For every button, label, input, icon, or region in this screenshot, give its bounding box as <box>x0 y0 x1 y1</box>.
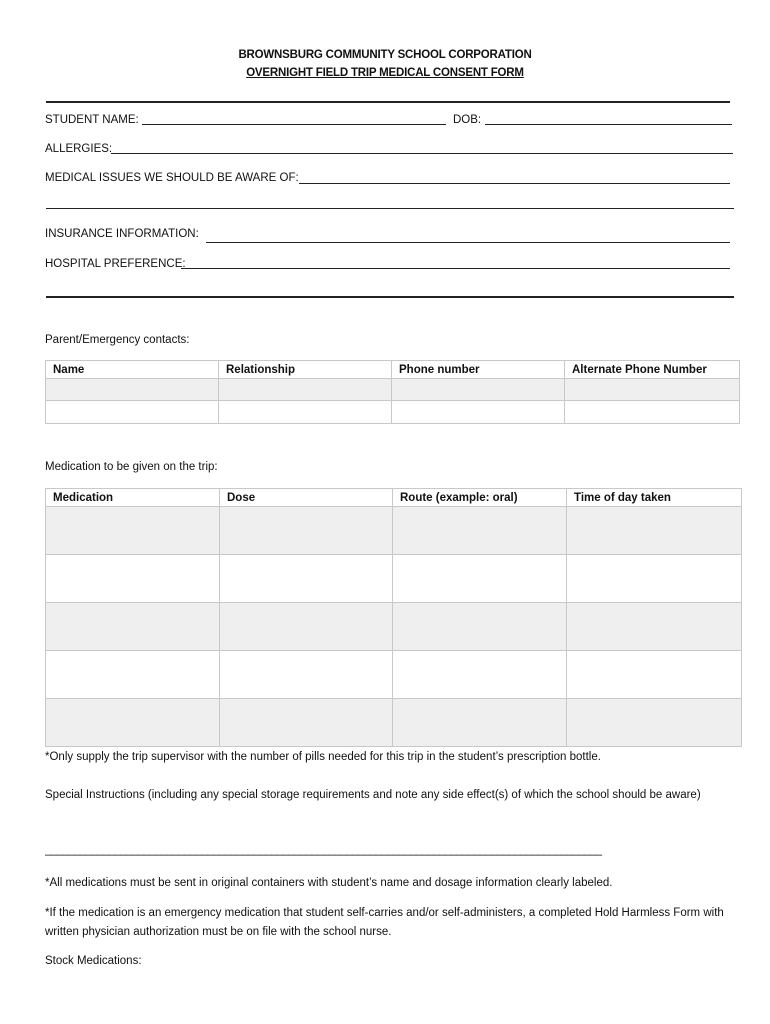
table-row <box>46 555 742 603</box>
table-cell[interactable] <box>46 401 219 424</box>
contacts-header-name: Name <box>46 361 219 379</box>
dob-label: DOB: <box>453 114 482 126</box>
medication-header-dose: Dose <box>220 489 393 507</box>
contacts-label: Parent/Emergency contacts: <box>45 334 190 346</box>
table-cell[interactable] <box>220 651 393 699</box>
contacts-header-relationship: Relationship <box>219 361 392 379</box>
table-cell[interactable] <box>393 651 567 699</box>
table-cell[interactable] <box>46 555 220 603</box>
table-row <box>46 379 740 401</box>
pills-note: *Only supply the trip supervisor with the number of pills needed for this trip in the student’s prescription bottle. <box>45 751 601 763</box>
table-row <box>46 507 742 555</box>
medication-label: Medication to be given on the trip: <box>45 461 218 473</box>
table-cell[interactable] <box>46 651 220 699</box>
table-row <box>46 401 740 424</box>
table-cell[interactable] <box>567 699 742 747</box>
form-title: OVERNIGHT FIELD TRIP MEDICAL CONSENT FORM <box>246 67 524 79</box>
medication-header-route: Route (example: oral) <box>393 489 567 507</box>
hospital-field[interactable] <box>181 268 730 269</box>
table-cell[interactable] <box>46 699 220 747</box>
insurance-label: INSURANCE INFORMATION: <box>45 228 199 240</box>
student-name-label: STUDENT NAME: <box>45 114 139 126</box>
table-cell[interactable] <box>567 651 742 699</box>
table-cell[interactable] <box>219 401 392 424</box>
section-divider <box>46 296 734 298</box>
special-instructions-label: Special Instructions (including any special storage requirements and note any side effect(s) of which the school should be aware) <box>45 789 701 801</box>
contacts-header-phone: Phone number <box>392 361 565 379</box>
table-cell[interactable] <box>219 379 392 401</box>
table-row <box>46 651 742 699</box>
table-cell[interactable] <box>393 699 567 747</box>
table-cell[interactable] <box>565 401 740 424</box>
special-instructions-field[interactable]: ________________________________________________________________________________________________ <box>45 844 602 856</box>
emergency-note: *If the medication is an emergency medication that student self-carries and/or self-administers, a completed Hold Harmless Form with written physician authorization must be on file with the school nurse. <box>45 907 724 938</box>
table-cell[interactable] <box>392 401 565 424</box>
medication-header-medication: Medication <box>46 489 220 507</box>
table-cell[interactable] <box>46 603 220 651</box>
medical-issues-label: MEDICAL ISSUES WE SHOULD BE AWARE OF: <box>45 172 299 184</box>
stock-medications-label: Stock Medications: <box>45 955 142 967</box>
student-name-field[interactable] <box>142 124 446 125</box>
contacts-header-alt-phone: Alternate Phone Number <box>565 361 740 379</box>
table-cell[interactable] <box>567 555 742 603</box>
table-cell[interactable] <box>220 507 393 555</box>
table-cell[interactable] <box>46 507 220 555</box>
school-title: BROWNSBURG COMMUNITY SCHOOL CORPORATION <box>238 49 532 61</box>
medication-table <box>45 488 742 747</box>
medical-issues-field[interactable] <box>299 183 730 184</box>
medication-header-time: Time of day taken <box>567 489 742 507</box>
table-cell[interactable] <box>392 379 565 401</box>
allergies-label: ALLERGIES: <box>45 143 113 155</box>
allergies-field[interactable] <box>111 153 733 154</box>
table-cell[interactable] <box>393 603 567 651</box>
table-cell[interactable] <box>393 507 567 555</box>
hospital-label: HOSPITAL PREFERENCE: <box>45 258 186 270</box>
table-row <box>46 603 742 651</box>
table-cell[interactable] <box>393 555 567 603</box>
containers-note: *All medications must be sent in original containers with student’s name and dosage information clearly labeled. <box>45 877 613 889</box>
table-cell[interactable] <box>567 603 742 651</box>
table-cell[interactable] <box>567 507 742 555</box>
table-cell[interactable] <box>220 603 393 651</box>
table-cell[interactable] <box>565 379 740 401</box>
dob-field[interactable] <box>485 124 732 125</box>
table-cell[interactable] <box>220 555 393 603</box>
table-cell[interactable] <box>220 699 393 747</box>
medical-issues-field-line2[interactable] <box>46 208 734 209</box>
insurance-field[interactable] <box>206 242 730 243</box>
table-row <box>46 699 742 747</box>
header-divider <box>46 101 730 103</box>
contacts-table <box>45 360 740 424</box>
table-cell[interactable] <box>46 379 219 401</box>
